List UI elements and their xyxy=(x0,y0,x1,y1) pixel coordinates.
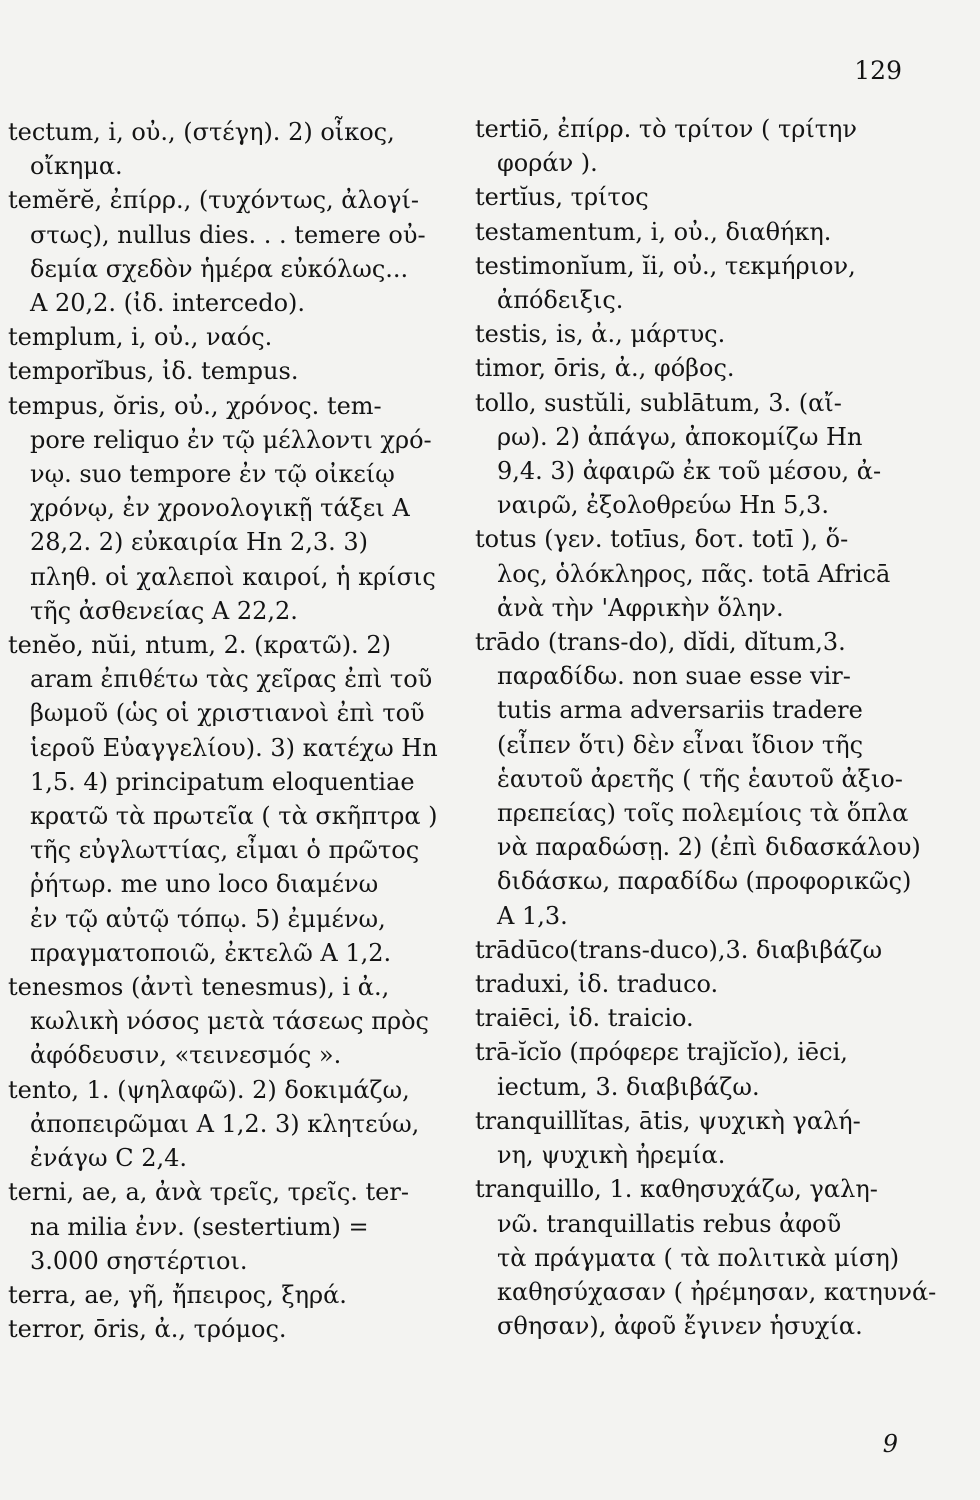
entry-line: trādo (trans-do), dĭdi, dĭtum,3. xyxy=(475,628,846,657)
entry-line: βωμοῦ (ὡς οἱ χριστιανοὶ ἐπὶ τοῦ xyxy=(30,699,425,728)
entry-line: traduxi, ἰδ. traduco. xyxy=(475,970,719,999)
entry-line: νὰ παραδώσῃ. 2) (ἐπὶ διδασκάλου) xyxy=(497,833,921,862)
entry-line: tutis arma adversariis tradere xyxy=(497,696,863,725)
entry-line: temporĭbus, ἰδ. tempus. xyxy=(8,357,299,386)
entry-line: tempus, ŏris, οὐ., χρόνος. tem- xyxy=(8,391,382,420)
entry-line: 9,4. 3) ἀφαιρῶ ἐκ τοῦ μέσου, ἀ- xyxy=(497,457,882,486)
entry-line: trā-ĭcĭo (πρόφερε trajĭcĭo), iēci, xyxy=(475,1038,848,1067)
entry-line: ἐν τῷ αὐτῷ τόπῳ. 5) ἐμμένω, xyxy=(30,904,386,933)
right-column xyxy=(475,112,937,1343)
entry-line: διδάσκω, παραδίδω (προφορικῶς) xyxy=(497,867,912,896)
entry-line: na milia ἐνν. (sestertium) = xyxy=(30,1212,369,1241)
entry-line: traiēci, ἰδ. traicio. xyxy=(475,1004,694,1033)
entry-line: testamentum, i, οὐ., διαθήκη. xyxy=(475,217,832,246)
entry-line: trādūco(trans-duco),3. διαβιβάζω xyxy=(475,935,883,964)
signature-mark: 9 xyxy=(882,1430,898,1458)
entry-line: 1,5. 4) principatum eloquentiae xyxy=(30,767,415,796)
entry-line: νῳ. suo tempore ἐν τῷ οἰκείῳ xyxy=(30,460,395,489)
entry-line: καθησύχασαν ( ἠρέμησαν, κατηυνά- xyxy=(497,1277,937,1306)
entry-line: ῥήτωρ. me uno loco διαμένω xyxy=(30,870,379,899)
entry-line: A 1,3. xyxy=(497,901,568,930)
entry-line: ἑαυτοῦ ἀρετῆς ( τῆς ἑαυτοῦ ἀξιο- xyxy=(497,764,903,793)
entry-line: aram ἐπιθέτω τὰς χεῖρας ἐπὶ τοῦ xyxy=(30,665,433,694)
entry-line: κρατῶ τὰ πρωτεῖα ( τὰ σκῆπτρα ) xyxy=(30,802,438,831)
entry-line: A 20,2. (ἰδ. intercedo). xyxy=(30,289,306,318)
entry-line: ἀπόδειξις. xyxy=(497,286,624,315)
entry-line: terni, ae, a, ἀνὰ τρεῖς, τρεῖς. ter- xyxy=(8,1178,409,1207)
entry-line: χρόνῳ, ἐν χρονολογικῇ τάξει A xyxy=(30,494,410,523)
entry-line: tollo, sustŭli, sublātum, 3. (αἴ- xyxy=(475,388,842,417)
entry-line: λος, ὁλόκληρος, πᾶς. totā Africā xyxy=(497,559,891,588)
entry-line: iectum, 3. διαβιβάζω. xyxy=(497,1072,760,1101)
entry-line: ἀφόδευσιν, «τεινεσμός ». xyxy=(30,1041,342,1070)
entry-line: templum, i, οὐ., ναός. xyxy=(8,323,273,352)
entry-line: νῶ. tranquillatis rebus ἀφοῦ xyxy=(497,1209,842,1238)
entry-line: tectum, i, οὐ., (στέγη). 2) οἶκος, xyxy=(8,118,395,146)
entry-line: τὰ πράγματα ( τὰ πολιτικὰ μίση) xyxy=(497,1243,900,1272)
entry-line: totus (γεν. totīus, δοτ. totī ), ὅ- xyxy=(475,525,849,554)
entry-line: ἱεροῦ Εὐαγγελίου). 3) κατέχω Hn xyxy=(30,733,438,762)
entry-line: ἀποπειρῶμαι A 1,2. 3) κλητεύω, xyxy=(30,1109,420,1138)
entry-line: pore reliquo ἐν τῷ μέλλοντι χρό- xyxy=(30,425,432,454)
entry-line: ἐνάγω C 2,4. xyxy=(30,1144,188,1173)
entry-line: tenĕo, nŭi, ntum, 2. (κρατῶ). 2) xyxy=(8,631,391,660)
entry-line: κωλικὴ νόσος μετὰ τάσεως πρὸς xyxy=(30,1007,429,1036)
entry-line: τῆς εὐγλωττίας, εἶμαι ὁ πρῶτος xyxy=(30,836,420,865)
page-number: 129 xyxy=(854,56,902,85)
entry-line: πρεπείας) τοῖς πολεμίοις τὰ ὅπλα xyxy=(497,799,909,828)
entry-line: σθησαν), ἀφοῦ ἔγινεν ἡσυχία. xyxy=(497,1312,863,1341)
entry-line: πληθ. οἱ χαλεποὶ καιροί, ἡ κρίσις xyxy=(30,562,436,591)
entry-line: terror, ōris, ἀ., τρόμος. xyxy=(8,1315,287,1344)
entry-line: ἀνὰ τὴν 'Αφρικὴν ὅλην. xyxy=(497,593,784,622)
entry-line: timor, ōris, ἀ., φόβος. xyxy=(475,354,735,383)
entry-line: ναιρῶ, ἐξολοθρεύω Hn 5,3. xyxy=(497,491,829,520)
entry-line: πραγματοποιῶ, ἐκτελῶ A 1,2. xyxy=(30,938,392,967)
entry-line: δεμία σχεδὸν ἡμέρα εὐκόλως... xyxy=(30,254,409,283)
entry-line: tertĭus, τρίτος xyxy=(475,183,649,212)
entry-line: tranquillĭtas, ātis, ψυχικὴ γαλή- xyxy=(475,1106,861,1135)
entry-line: οἴκημα. xyxy=(30,152,123,181)
left-column xyxy=(8,115,453,1346)
entry-line: φοράν ). xyxy=(497,149,598,178)
entry-line: testimonĭum, ĭi, οὐ., τεκμήριον, xyxy=(475,251,856,280)
entry-line: tertiō, ἐπίρρ. τὸ τρίτον ( τρίτην xyxy=(475,115,858,143)
entry-line: 3.000 σηστέρτιοι. xyxy=(30,1246,248,1275)
entry-line: ρω). 2) ἀπάγω, ἀποκομίζω Hn xyxy=(497,422,863,451)
entry-line: tenesmos (ἀντὶ tenesmus), i ἀ., xyxy=(8,973,390,1002)
entry-line: temĕrĕ, ἐπίρρ., (τυχόντως, ἀλογί- xyxy=(8,186,419,215)
entry-line: tranquillo, 1. καθησυχάζω, γαλη- xyxy=(475,1175,878,1204)
entry-line: (εἶπεν ὅτι) δὲν εἶναι ἴδιον τῆς xyxy=(497,730,864,759)
entry-line: νη, ψυχικὴ ἠρεμία. xyxy=(497,1141,726,1170)
entry-line: 28,2. 2) εὐκαιρία Hn 2,3. 3) xyxy=(30,528,369,557)
entry-line: testis, is, ἀ., μάρτυς. xyxy=(475,320,726,349)
entry-line: terra, ae, γῆ, ἤπειρος, ξηρά. xyxy=(8,1280,347,1309)
entry-line: tento, 1. (ψηλαφῶ). 2) δοκιμάζω, xyxy=(8,1075,410,1104)
entry-line: παραδίδω. non suae esse vir- xyxy=(497,662,851,691)
entry-line: στως), nullus dies. . . temere οὐ- xyxy=(30,220,426,249)
entry-line: τῆς ἀσθενείας A 22,2. xyxy=(30,596,298,625)
